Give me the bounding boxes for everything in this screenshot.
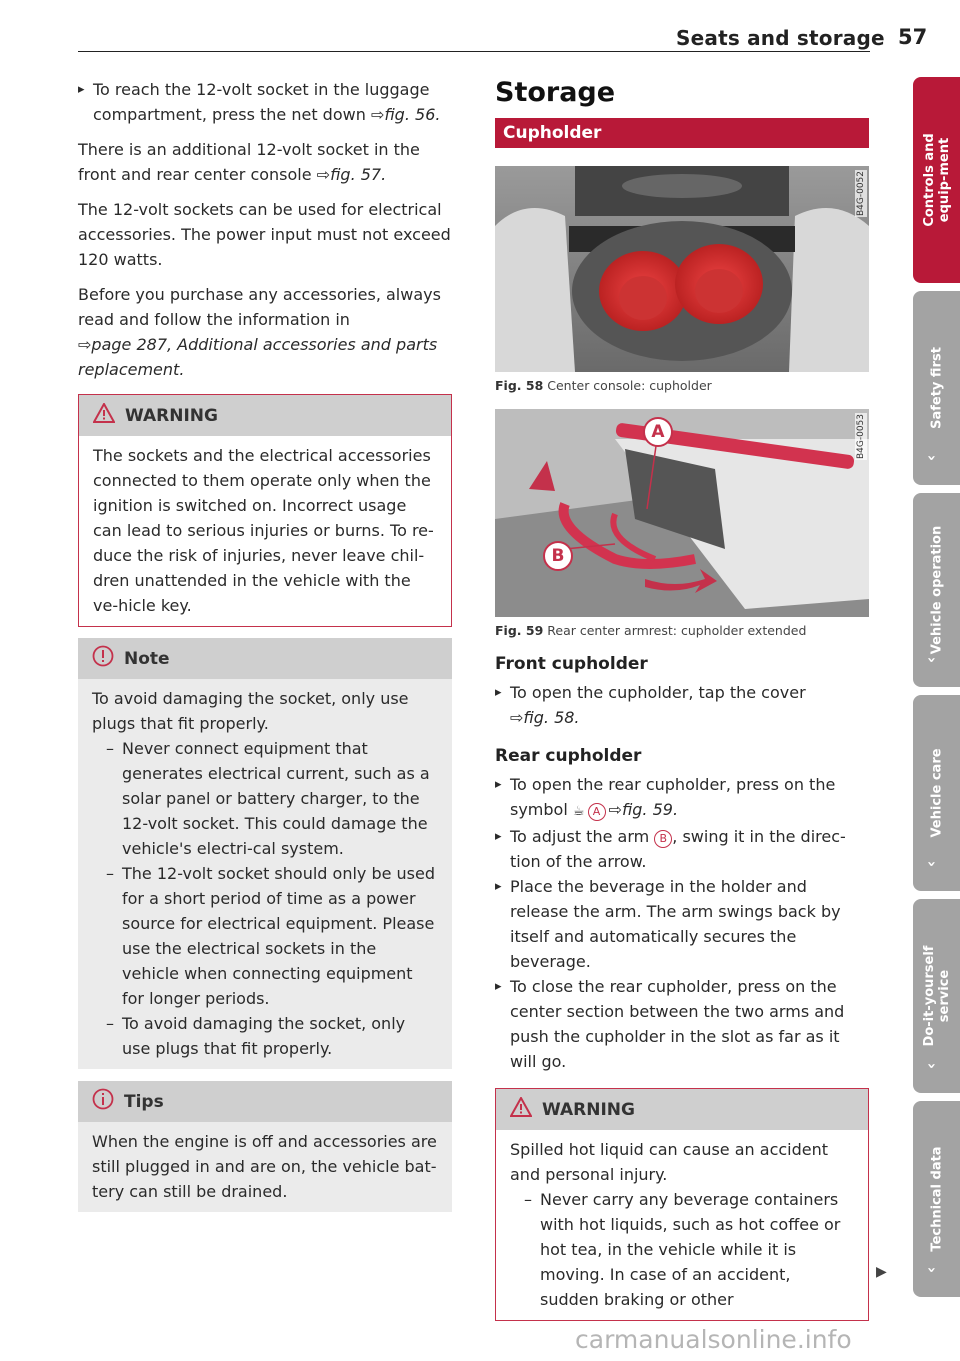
tips-text: When the engine is off and accessories are still plugged in and are on, the vehicle bat-tery can still be drained. bbox=[92, 1132, 437, 1201]
tab-vehicle-care[interactable]: Vehicle care › bbox=[913, 695, 960, 891]
fig-58-link[interactable]: ⇨fig. 58. bbox=[510, 708, 580, 727]
chevron-icon: › bbox=[923, 454, 942, 462]
figure-59-caption: Fig. 59 Rear center armrest: cupholder extended bbox=[495, 623, 807, 638]
figure-code: B4G-0053 bbox=[856, 414, 866, 460]
watermark: carmanualsonline.info bbox=[575, 1325, 852, 1354]
fig-57-link[interactable]: ⇨fig. 57. bbox=[316, 165, 387, 184]
tab-controls-and-equipment[interactable]: Controls and equip-ment bbox=[913, 77, 960, 283]
mark-a: A bbox=[588, 803, 606, 821]
chevron-icon: › bbox=[923, 656, 942, 664]
paragraph: There is an additional 12-volt socket in the front and rear center console ⇨fig. 57. bbox=[78, 140, 420, 184]
tips-header bbox=[78, 1081, 452, 1122]
figure-58-image bbox=[495, 166, 869, 372]
rear-bullet: ▸ To open the rear cupholder, press on the symbol ☕ A ⇨fig. 59. bbox=[495, 772, 869, 824]
tab-technical-data[interactable]: Technical data › bbox=[913, 1101, 960, 1297]
front-cupholder-heading: Front cupholder bbox=[495, 654, 648, 674]
note-item: – The 12-volt socket should only be used for a short period of time as a power source for electrical equipment. Please use the electrical sockets in the vehicle when connecting equipment for longer periods. bbox=[106, 864, 436, 1008]
fig-59-link[interactable]: ⇨fig. 59. bbox=[608, 800, 679, 819]
tab-safety-first[interactable]: Safety first › bbox=[913, 291, 960, 485]
rear-bullet: ▸ Place the beverage in the holder and release the arm. The arm swings back by itself and automatically secures the beverage. bbox=[495, 874, 869, 974]
exclamation-circle-icon bbox=[92, 645, 114, 672]
running-header-title: Seats and storage bbox=[676, 26, 885, 50]
tips-box bbox=[78, 1081, 452, 1212]
chevron-icon: › bbox=[923, 1062, 942, 1070]
note-header bbox=[78, 638, 452, 679]
figure-code: B4G-0052 bbox=[856, 171, 866, 217]
front-bullet: ▸ To open the cupholder, tap the cover ⇨fig. 58. bbox=[495, 680, 869, 730]
fig-56-link[interactable]: ⇨fig. 56. bbox=[370, 105, 441, 124]
rear-bullet: ▸ To adjust the arm B , swing it in the direc-tion of the arrow. bbox=[495, 824, 869, 874]
info-circle-icon bbox=[92, 1088, 114, 1115]
warning-intro: Spilled hot liquid can cause an accident and personal injury. bbox=[510, 1140, 829, 1184]
intro-bullet: ▸ To reach the 12-volt socket in the luggage compartment, press the net down ⇨fig. 56. bbox=[78, 77, 452, 127]
subsection-bar: Cupholder bbox=[495, 118, 869, 148]
warning-text: The sockets and the electrical accessories connected to them operate only when the ignition is switched on. Incorrect usage can lead to serious injuries or burns. To re-duce the risk of injuries, never leave chil-dren unattended in the vehicle with the ve-hicle key. bbox=[93, 446, 434, 615]
note-intro: To avoid damaging the socket, only use plugs that fit properly. bbox=[92, 689, 409, 733]
note-item: – Never connect equipment that generates electrical current, such as a solar panel or battery charger, to the 12-volt socket. This could damage the vehicle's electri-cal system. bbox=[106, 739, 430, 858]
paragraph: Before you purchase any accessories, always read and follow the information in ⇨page 287, Additional accessories and parts replacement. bbox=[78, 285, 441, 379]
continued-arrow-icon: ▶ bbox=[876, 1264, 887, 1280]
chevron-icon: › bbox=[923, 1266, 942, 1274]
warning-title: WARNING bbox=[542, 1099, 635, 1120]
mark-b: B bbox=[654, 830, 672, 848]
warning-box bbox=[495, 1088, 869, 1321]
warning-header bbox=[79, 395, 451, 436]
warning-triangle-icon bbox=[93, 403, 115, 428]
left-column bbox=[78, 77, 452, 1212]
figure-58-caption: Fig. 58 Center console: cupholder bbox=[495, 378, 712, 393]
callout-a: A bbox=[643, 417, 673, 447]
paragraph: The 12-volt sockets can be used for electrical accessories. The power input must not exceed 120 watts. bbox=[78, 200, 451, 269]
note-box bbox=[78, 638, 452, 1069]
callout-b: B bbox=[543, 541, 573, 571]
page-number: 57 bbox=[898, 25, 928, 49]
cup-symbol-icon: ☕ bbox=[572, 804, 585, 819]
note-item: – To avoid damaging the socket, only use plugs that fit properly. bbox=[106, 1014, 406, 1058]
header-rule bbox=[78, 51, 870, 52]
chevron-icon: › bbox=[923, 860, 942, 868]
tips-title: Tips bbox=[124, 1091, 164, 1112]
warning-triangle-icon bbox=[510, 1097, 532, 1122]
warning-box bbox=[78, 394, 452, 627]
rear-bullet: ▸ To close the rear cupholder, press on the center section between the two arms and push the cupholder in the slot as far as it will go. bbox=[495, 974, 869, 1074]
warning-item: – Never carry any beverage containers with hot liquids, such as hot coffee or hot tea, in the vehicle while it is moving. In case of an accident, sudden braking or other bbox=[524, 1190, 841, 1309]
section-title: Storage bbox=[495, 77, 616, 108]
tab-vehicle-operation[interactable]: Vehicle operation › bbox=[913, 493, 960, 687]
note-title: Note bbox=[124, 648, 170, 669]
tab-do-it-yourself-service[interactable]: Do-it-yourself service › bbox=[913, 899, 960, 1093]
right-column bbox=[495, 77, 869, 1321]
rear-cupholder-heading: Rear cupholder bbox=[495, 746, 642, 766]
warning-title: WARNING bbox=[125, 405, 218, 426]
warning-header bbox=[496, 1089, 868, 1130]
page-287-link[interactable]: ⇨page 287, Additional accessories and parts replacement. bbox=[78, 335, 438, 379]
figure-59-image bbox=[495, 409, 869, 617]
